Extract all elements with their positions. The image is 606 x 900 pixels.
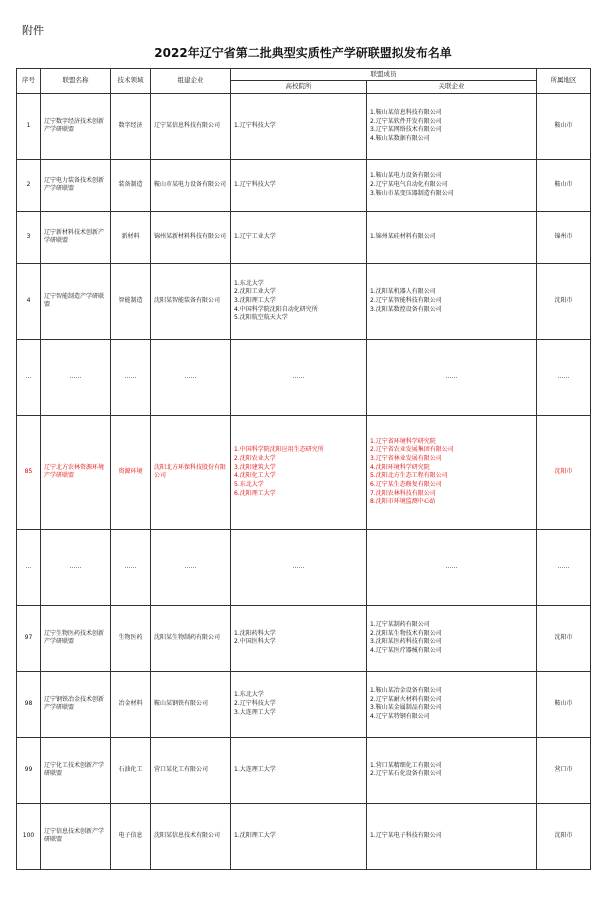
cell-univ-item: 1.辽宁工业大学	[234, 233, 276, 240]
cell-univ-item: 2.沈阳农业大学	[234, 454, 276, 462]
table-row	[17, 339, 591, 415]
cell-lead: 营口某化工有限公司	[151, 737, 231, 803]
document-title: 2022年辽宁省第二批典型实质性产学研联盟拟发布名单	[154, 46, 452, 60]
cell-univ-item: 2.中国医科大学	[234, 638, 276, 646]
cell-univ-item: ……	[292, 563, 305, 570]
cell-region: 沈阳市	[537, 263, 591, 339]
table-row	[17, 803, 591, 869]
cell-field: 石油化工	[111, 737, 151, 803]
cell-univ	[231, 737, 367, 803]
cell-firms	[367, 211, 537, 263]
cell-name: 辽宁生物医药技术创新产学研联盟	[41, 605, 111, 671]
cell-firms-item: 1.锦州某硅材料有限公司	[370, 233, 436, 240]
cell-firms	[367, 93, 537, 159]
cell-firms-item: 2.辽宁省农业发展集团有限公司	[370, 446, 454, 454]
cell-lead: 沈阳北方环保科技股份有限公司	[151, 415, 231, 529]
cell-univ	[231, 263, 367, 339]
header-no: 序号	[17, 69, 41, 94]
cell-lead: 沈阳某生物制药有限公司	[151, 605, 231, 671]
cell-name: ……	[41, 339, 111, 415]
cell-firms	[367, 159, 537, 211]
cell-firms	[367, 605, 537, 671]
cell-firms-item: 2.沈阳某生物技术有限公司	[370, 629, 442, 637]
cell-no: …	[17, 339, 41, 415]
cell-univ-item: 1.沈阳药科大学	[234, 629, 276, 637]
cell-lead: ……	[151, 529, 231, 605]
cell-field: ……	[111, 529, 151, 605]
cell-firms-item: 2.辽宁某电气自动化有限公司	[370, 181, 448, 188]
cell-name: 辽宁新材料技术创新产学研联盟	[41, 211, 111, 263]
table-row	[17, 415, 591, 529]
header-region: 所属地区	[537, 69, 591, 94]
cell-firms-item: 2.辽宁某耐火材料有限公司	[370, 695, 442, 703]
cell-no: 97	[17, 605, 41, 671]
cell-field: ……	[111, 339, 151, 415]
cell-name: 辽宁化工技术创新产学研联盟	[41, 737, 111, 803]
cell-univ	[231, 93, 367, 159]
cell-name: ……	[41, 529, 111, 605]
table-row	[17, 671, 591, 737]
cell-firms-item: 3.辽宁某网络技术有限公司	[370, 126, 442, 134]
cell-firms-item: 2.辽宁某软件开发有限公司	[370, 117, 442, 125]
cell-name: 辽宁信息技术创新产学研联盟	[41, 803, 111, 869]
cell-name: 辽宁电力装备技术创新产学研联盟	[41, 159, 111, 211]
cell-univ	[231, 211, 367, 263]
cell-univ-item: 1.辽宁科技大学	[234, 122, 276, 129]
cell-firms-item: 4.辽宁某特钢有限公司	[370, 713, 430, 721]
cell-region: 沈阳市	[537, 605, 591, 671]
cell-univ-item: 1.东北大学	[234, 279, 264, 287]
header-members: 联盟成员	[231, 69, 537, 81]
cell-firms-item: 3.鞍山某金属制品有限公司	[370, 704, 442, 712]
attachment-label: 附件	[22, 24, 44, 37]
cell-univ	[231, 339, 367, 415]
cell-lead: ……	[151, 339, 231, 415]
cell-univ	[231, 671, 367, 737]
cell-name: 辽宁数字经济技术创新产学研联盟	[41, 93, 111, 159]
cell-univ	[231, 803, 367, 869]
cell-univ-item: 1.东北大学	[234, 691, 264, 699]
cell-firms-item: 6.辽宁某生态修复有限公司	[370, 481, 442, 489]
cell-firms	[367, 263, 537, 339]
cell-firms-item: 4.辽宁某医疗器械有限公司	[370, 647, 442, 655]
table-row	[17, 529, 591, 605]
cell-no: …	[17, 529, 41, 605]
cell-no: 85	[17, 415, 41, 529]
cell-univ-item: ……	[292, 373, 305, 380]
cell-firms-item: 4.沈阳环境科学研究院	[370, 463, 430, 471]
cell-firms-item: 1.鞍山某电力设备有限公司	[370, 172, 442, 180]
cell-firms	[367, 737, 537, 803]
cell-univ	[231, 159, 367, 211]
cell-region: 鞍山市	[537, 93, 591, 159]
cell-lead: 鞍山某钢铁有限公司	[151, 671, 231, 737]
cell-field: 生物医药	[111, 605, 151, 671]
cell-firms-item: 1.鞍山某冶金设备有限公司	[370, 686, 442, 694]
header-name: 联盟名称	[41, 69, 111, 94]
alliance-table	[16, 68, 591, 870]
cell-field: 冶金材料	[111, 671, 151, 737]
cell-firms-item: 3.辽宁省林业发展有限公司	[370, 454, 442, 462]
cell-univ-item: 2.沈阳工业大学	[234, 288, 276, 296]
cell-region: 鞍山市	[537, 159, 591, 211]
cell-firms	[367, 803, 537, 869]
cell-univ	[231, 605, 367, 671]
cell-field: 资源环境	[111, 415, 151, 529]
cell-field: 智能制造	[111, 263, 151, 339]
table-row	[17, 211, 591, 263]
cell-firms	[367, 529, 537, 605]
table-row	[17, 93, 591, 159]
cell-no: 3	[17, 211, 41, 263]
cell-firms-item: 1.辽宁省环境科学研究院	[370, 437, 436, 445]
cell-univ-item: 3.沈阳理工大学	[234, 297, 276, 304]
header-firms: 关联企业	[367, 81, 537, 93]
cell-firms-item: 3.沈阳某数控设备有限公司	[370, 305, 442, 313]
cell-firms-item: ……	[445, 563, 458, 570]
cell-firms-item: 2.辽宁某智能科技有限公司	[370, 297, 442, 304]
cell-firms-item: 4.鞍山某数据有限公司	[370, 135, 430, 143]
cell-firms-item: 8.沈阳市环境监测中心站	[370, 498, 436, 506]
cell-univ-item: 1.中国科学院沈阳应用生态研究所	[234, 446, 324, 454]
cell-univ	[231, 415, 367, 529]
header-lead: 组建企业	[151, 69, 231, 94]
cell-region: 锦州市	[537, 211, 591, 263]
cell-region: 沈阳市	[537, 803, 591, 869]
cell-univ-item: 1.沈阳理工大学	[234, 832, 276, 839]
cell-no: 1	[17, 93, 41, 159]
cell-univ-item: 4.中国科学院沈阳自动化研究所	[234, 305, 318, 313]
cell-region: ……	[537, 339, 591, 415]
cell-univ-item: 3.沈阳建筑大学	[234, 463, 276, 471]
cell-firms-item: 1.沈阳某机器人有限公司	[370, 288, 436, 296]
cell-firms-item: 3.沈阳某医药科技有限公司	[370, 638, 442, 646]
cell-no: 2	[17, 159, 41, 211]
cell-firms-item: 1.鞍山某信息科技有限公司	[370, 108, 442, 116]
cell-lead: 沈阳某智能装备有限公司	[151, 263, 231, 339]
cell-firms	[367, 415, 537, 529]
cell-univ-item: 2.辽宁科技大学	[234, 700, 276, 707]
cell-firms-item: 1.辽宁某制药有限公司	[370, 620, 430, 628]
cell-univ-item: 4.沈阳化工大学	[234, 472, 276, 480]
cell-name: 辽宁智能制造产学研联盟	[41, 263, 111, 339]
cell-lead: 锦州某新材料科技有限公司	[151, 211, 231, 263]
cell-field: 装备制造	[111, 159, 151, 211]
cell-field: 数字经济	[111, 93, 151, 159]
cell-region: 沈阳市	[537, 415, 591, 529]
cell-name: 辽宁钢铁冶金技术创新产学研联盟	[41, 671, 111, 737]
cell-lead: 沈阳某信息技术有限公司	[151, 803, 231, 869]
cell-firms	[367, 671, 537, 737]
cell-no: 4	[17, 263, 41, 339]
cell-firms-item: 7.沈阳农林科技有限公司	[370, 489, 436, 497]
cell-lead: 辽宁某信息科技有限公司	[151, 93, 231, 159]
cell-univ-item: 5.沈阳航空航天大学	[234, 314, 288, 322]
cell-univ-item: 1.大连理工大学	[234, 766, 276, 773]
cell-field: 新材料	[111, 211, 151, 263]
table-row	[17, 263, 591, 339]
cell-firms-item: 1.营口某精细化工有限公司	[370, 761, 442, 769]
cell-univ	[231, 529, 367, 605]
table-row	[17, 737, 591, 803]
cell-firms-item: 1.辽宁某电子科技有限公司	[370, 832, 442, 839]
cell-firms	[367, 339, 537, 415]
cell-firms-item: 5.沈阳北方生态工程有限公司	[370, 472, 448, 480]
cell-firms-item: ……	[445, 373, 458, 380]
table-row	[17, 605, 591, 671]
cell-firms-item: 3.鞍山市某变压器制造有限公司	[370, 189, 454, 197]
cell-univ-item: 6.沈阳理工大学	[234, 489, 276, 497]
cell-region: 鞍山市	[537, 671, 591, 737]
cell-univ-item: 5.东北大学	[234, 481, 264, 489]
cell-firms-item: 2.辽宁某石化设备有限公司	[370, 770, 442, 778]
cell-univ-item: 1.辽宁科技大学	[234, 181, 276, 188]
cell-no: 98	[17, 671, 41, 737]
header-field: 技术领域	[111, 69, 151, 94]
cell-univ-item: 3.大连理工大学	[234, 708, 276, 716]
cell-region: 营口市	[537, 737, 591, 803]
cell-no: 99	[17, 737, 41, 803]
cell-field: 电子信息	[111, 803, 151, 869]
table-row	[17, 159, 591, 211]
cell-no: 100	[17, 803, 41, 869]
header-univ: 高校院所	[231, 81, 367, 93]
cell-lead: 鞍山市某电力设备有限公司	[151, 159, 231, 211]
cell-name: 辽宁北方农林资源环境产学研联盟	[41, 415, 111, 529]
cell-region: ……	[537, 529, 591, 605]
